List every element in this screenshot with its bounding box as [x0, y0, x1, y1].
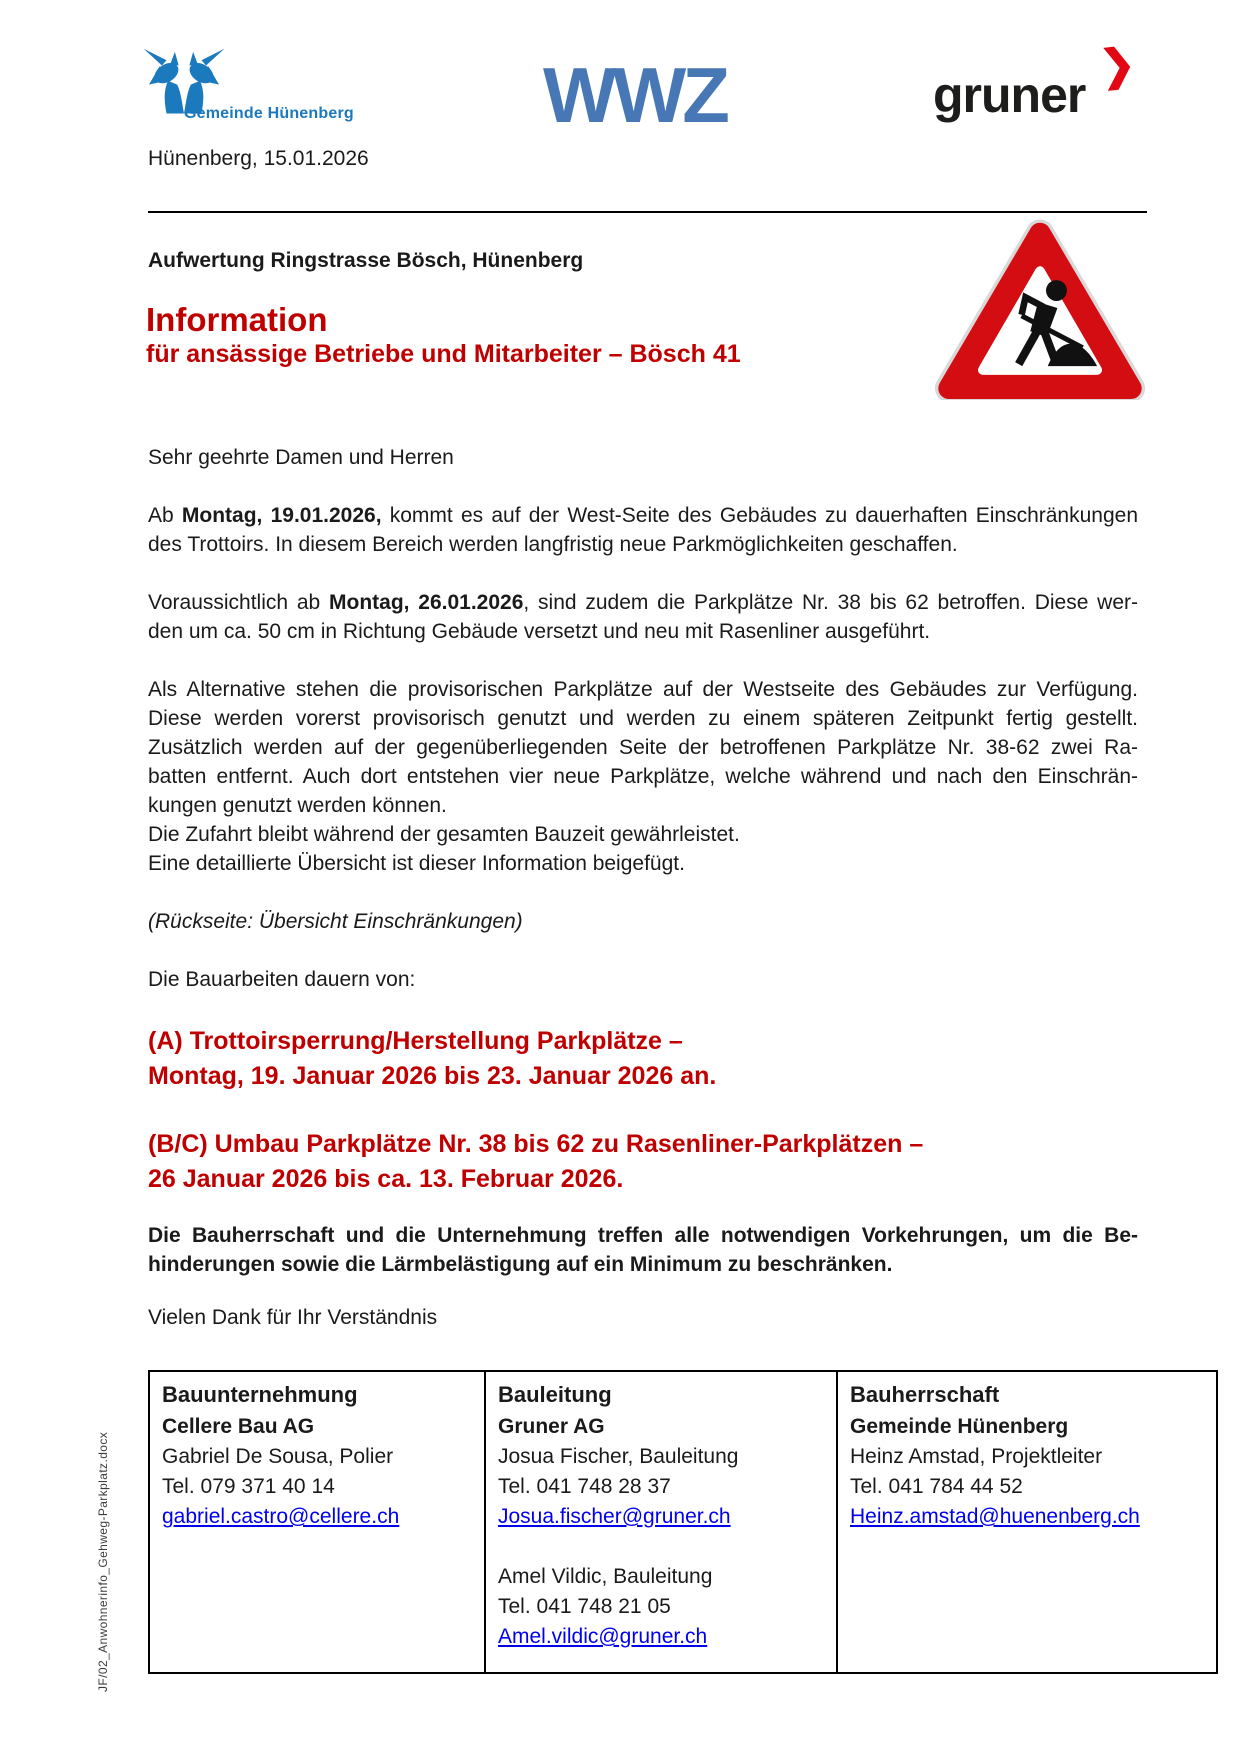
- contact-column-header: Bauunternehmung: [162, 1382, 358, 1407]
- body-paragraph-3: [148, 675, 1138, 878]
- contact-column-bauherrschaft: [837, 1371, 1217, 1673]
- text-line: Die Bauherrschaft und die Unternehmung treffen alle notwendigen Vorkehrungen, um die Be-: [148, 1224, 1138, 1247]
- filename-sidebar: JF/02_Anwohnerinfo_Gehweg-Parkplatz.docx: [96, 1431, 110, 1692]
- bauarbeiten-lead: Die Bauarbeiten dauern von:: [148, 968, 416, 991]
- table-row: [149, 1371, 1217, 1673]
- contact-org: Gruner AG: [498, 1415, 605, 1438]
- contact-person: Josua Fischer, Bauleitung: [498, 1445, 739, 1468]
- salutation: Sehr geehrte Damen und Herren: [148, 446, 454, 469]
- gruner-logo: gruner: [933, 67, 1086, 123]
- contact-column-header: Bauleitung: [498, 1382, 612, 1407]
- header-rule: [148, 211, 1147, 213]
- text-line: Die Zufahrt bleibt während der gesamten Bauzeit gewährleistet.: [148, 823, 740, 846]
- contact-tel: Tel. 079 371 40 14: [162, 1475, 335, 1498]
- contact-tel: Tel. 041 748 21 05: [498, 1595, 671, 1618]
- page-title: Information: [146, 301, 328, 338]
- spacer: [498, 1532, 824, 1562]
- contact-tel: Tel. 041 784 44 52: [850, 1475, 1023, 1498]
- page-subtitle: für ansässige Betriebe und Mitarbeiter – Bösch 41: [146, 340, 741, 368]
- text-line: Diese werden vorerst provisorisch genutzt und werden zu einem späteren Zeitpunkt fertig gestellt.: [148, 707, 1138, 730]
- contact-column-header: Bauherrschaft: [850, 1382, 1000, 1407]
- email-link[interactable]: Josua.fischer@gruner.ch: [498, 1505, 731, 1528]
- wwz-logo: WWZ: [543, 51, 726, 139]
- section-heading-bc: (B/C) Umbau Parkplätze Nr. 38 bis 62 zu Rasenliner-Parkplätzen – 26 Januar 2026 bis ca. 13. Februar 2026.: [148, 1130, 924, 1193]
- thanks-line: Vielen Dank für Ihr Verständnis: [148, 1306, 438, 1329]
- text-line: hinderungen sowie die Lärmbelästigung auf ein Minimum zu beschränken.: [148, 1253, 893, 1276]
- text-line: Voraussichtlich ab Montag, 26.01.2026, sind zudem die Parkplätze Nr. 38 bis 62 betroffen. Diese wer-: [148, 591, 1139, 614]
- contact-person: Gabriel De Sousa, Polier: [162, 1445, 394, 1468]
- body-paragraph-1: [148, 501, 1138, 559]
- contact-person: Heinz Amstad, Projektleiter: [850, 1445, 1103, 1468]
- email-link[interactable]: Heinz.amstad@huenenberg.ch: [850, 1505, 1140, 1528]
- gemeinde-logo-label: Gemeinde Hünenberg: [184, 105, 354, 122]
- text-line: batten entfernt. Auch dort entstehen vier neue Parkplätze, welche während und nach den Einschrän-: [148, 765, 1138, 788]
- contact-tel: Tel. 041 748 28 37: [498, 1475, 671, 1498]
- letter-body: [148, 443, 1138, 1674]
- gruner-arrow-icon: ❯: [1097, 39, 1138, 90]
- project-title: Aufwertung Ringstrasse Bösch, Hünenberg: [148, 249, 584, 272]
- roadworks-sign-icon: [933, 214, 1147, 400]
- date-line: Hünenberg, 15.01.2026: [148, 147, 369, 170]
- text-line: Als Alternative stehen die provisorischen Parkplätze auf der Westseite des Gebäudes zur Verfügung.: [148, 678, 1138, 701]
- contact-org: Gemeinde Hünenberg: [850, 1415, 1069, 1438]
- contact-person: Amel Vildic, Bauleitung: [498, 1565, 713, 1588]
- email-link[interactable]: Amel.vildic@gruner.ch: [498, 1625, 708, 1648]
- text-line: kungen genutzt werden können.: [148, 794, 447, 817]
- text-line: Eine detaillierte Übersicht ist dieser Information beigefügt.: [148, 852, 685, 875]
- contacts-table: [148, 1370, 1218, 1674]
- text-line: Zusätzlich werden auf der gegenüberliegenden Seite der betroffenen Parkplätze Nr. 38-62 zwei Ra-: [148, 736, 1138, 759]
- text-line: des Trottoirs. In diesem Bereich werden langfristig neue Parkmöglichkeiten geschaffen.: [148, 533, 958, 556]
- text-line: Ab Montag, 19.01.2026, kommt es auf der West-Seite des Gebäudes zu dauerhaften Einschränkungen: [148, 504, 1138, 527]
- body-paragraph-2: [148, 588, 1138, 646]
- email-link[interactable]: gabriel.castro@cellere.ch: [162, 1505, 400, 1528]
- contact-column-bauleitung: [485, 1371, 837, 1673]
- rueckseite-note: (Rückseite: Übersicht Einschränkungen): [148, 910, 523, 933]
- section-heading-a: (A) Trottoirsperrung/Herstellung Parkplätze – Montag, 19. Januar 2026 bis 23. Januar 2026 an.: [148, 1027, 717, 1090]
- contact-column-bauunternehmung: [149, 1371, 485, 1673]
- contact-org: Cellere Bau AG: [162, 1415, 315, 1438]
- text-line: den um ca. 50 cm in Richtung Gebäude versetzt und neu mit Rasenliner ausgeführt.: [148, 620, 931, 643]
- precautions-paragraph: [148, 1221, 1138, 1279]
- gemeinde-huenenberg-logo: [138, 45, 368, 135]
